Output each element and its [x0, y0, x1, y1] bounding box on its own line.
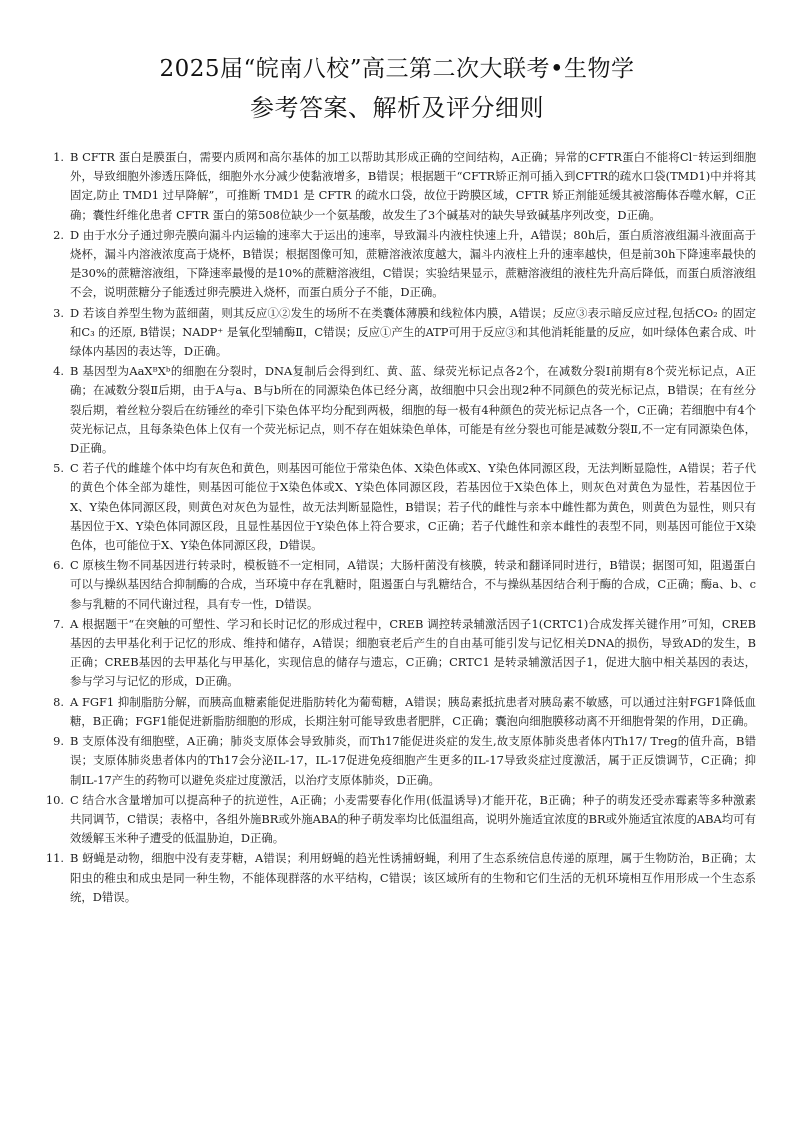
answer-item — [44, 459, 756, 555]
answer-item — [44, 304, 756, 362]
answer-item — [44, 693, 756, 731]
answer-text: D 若该自养型生物为蓝细菌，则其反应①②发生的场所不在类囊体薄膜和线粒体内膜，A错误；反应③表示暗反应过程,包括CO₂ 的固定和C₃ 的还原, B错误；NADP⁺ 是氧化型辅酶Ⅱ，C错误；反应①产生的ATP可用于反应③和其他消耗能量的反应，如叶绿体色素合成、叶绿体内基因的表达等，D正确。 — [70, 305, 756, 359]
answer-text: B CFTR 蛋白是膜蛋白，需要内质网和高尔基体的加工以帮助其形成正确的空间结构，A正确；异常的CFTR蛋白不能将Cl⁻转运到细胞外，导致细胞外渗透压降低，细胞外水分减少使黏液增多，B错误；根据题干“CFTR矫正剂可插入到CFTR的疏水口袋(TMD1)中并将其固定,防止 TMD1 过早降解”，可推断 TMD1 是 CFTR 的疏水口袋，故位于跨膜区域，CFTR 矫正剂能延缓其被溶酶体吞噬水解，C正确；囊性纤维化患者 CFTR 蛋白的第508位缺少一个氨基酸，故发生了3个碱基对的缺失导致碱基序列改变，D正确。 — [70, 150, 756, 222]
answer-text: C 若子代的雌雄个体中均有灰色和黄色，则基因可能位于常染色体、X染色体或X、Y染色体同源区段，无法判断显隐性，A错误；若子代的黄色个体全部为雄性，则基因可能位于X染色体或X、Y染色体同源区段，若基因位于X染色体上，则灰色对黄色为显性，若基因位于X、Y染色体同源区段，则黄色对灰色为显性，故无法判断显隐性，B错误；若子代的雌性与亲本中雌性都为黄色，则黄色为显性，则只有基因位于X、Y染色体同源区段，且显性基因位于Y染色体上符合要求，C正确；若子代雌性和亲本雌性的表型不同，则基因可能位于X染色体，也可能位于X、Y染色体同源区段，D错误。 — [70, 461, 756, 553]
answer-text: B 蚜蝇是动物，细胞中没有麦芽糖，A错误；利用蚜蝇的趋光性诱捕蚜蝇，利用了生态系统信息传递的原理，属于生物防治，B正确；太阳虫的稚虫和成虫是同一种生物，不能体现群落的水平结构，C错误；该区域所有的生物和它们生活的无机环境相互作用形成一个生态系统，D错误。 — [70, 851, 756, 904]
answer-number: 4. — [53, 364, 64, 379]
answer-item — [44, 556, 756, 614]
document-title: 2025届“皖南八校”高三第二次大联考•生物学 — [159, 56, 635, 82]
answer-number: 7. — [53, 616, 64, 631]
answer-item — [44, 148, 756, 225]
answer-number: 6. — [53, 558, 64, 573]
answer-text: A FGF1 抑制脂肪分解，而胰高血糖素能促进脂肪转化为葡萄糖，A错误；胰岛素抵抗患者对胰岛素不敏感，可以通过注射FGF1降低血糖，B正确；FGF1能促进新脂肪细胞的形成，长期注射可能导致患者肥胖，C正确；囊泡向细胞膜移动离不开细胞骨架的作用，D正确。 — [70, 694, 756, 728]
answer-number: 8. — [53, 694, 64, 709]
answer-text: C 原核生物不同基因进行转录时，模板链不一定相同，A错误；大肠杆菌没有核膜，转录和翻译同时进行，B错误；据图可知，阻遏蛋白可以与操纵基因结合抑制酶的合成，当环境中存在乳糖时，阻遏蛋白与乳糖结合，不与操纵基因结合利于酶的合成，C正确；酶a、b、c参与乳糖的不同代谢过程，具有专一性，D错误。 — [70, 558, 756, 611]
answer-item — [44, 732, 756, 790]
answer-number: 11. — [45, 851, 64, 866]
answer-item — [44, 362, 756, 458]
answer-item — [44, 791, 756, 849]
answer-text: B 支原体没有细胞壁，A正确；肺炎支原体会导致肺炎，而Th17能促进炎症的发生,故支原体肺炎患者体内Th17/ Treg的值升高，B错误；支原体肺炎患者体内的Th17会分泌IL-17，IL-17促进免疫细胞产生更多的IL-17导致炎症过度激活，属于正反馈调节，C正确；抑制IL-17产生的药物可以避免炎症过度激活，以治疗支原体肺炎，D正确。 — [70, 734, 756, 787]
answer-number: 5. — [53, 461, 64, 476]
answer-text: B 基因型为AaXᴮXᵇ的细胞在分裂时，DNA复制后会得到红、黄、蓝、绿荧光标记点各2个，在减数分裂Ⅰ前期有8个荧光标记点，A正确；在减数分裂Ⅱ后期，由于A与a、B与b所在的同源染色体已经分离，故细胞中只会出现2种不同颜色的荧光标记点，B错误；在有丝分裂后期，着丝粒分裂后在纺锤丝的牵引下染色体平均分配到两极，细胞的每一极有4种颜色的荧光标记点各一个，C正确；若细胞中有4个荧光标记点，且每条染色体上仅有一个荧光标记点，则不存在姐妹染色单体，可能是有丝分裂也可能是减数分裂Ⅱ,不一定有同源染色体，D正确。 — [70, 364, 756, 456]
answer-number: 1. — [53, 150, 64, 164]
answer-number: 10. — [45, 792, 64, 807]
answer-number: 3. — [53, 305, 64, 320]
answer-text: C 结合水含量增加可以提高种子的抗逆性，A正确；小麦需要春化作用(低温诱导)才能开花，B正确；种子的萌发还受赤霉素等多种激素共同调节，C错误；表格中，各组外施BR或外施ABA的种子萌发率均比低温组高，说明外施适宜浓度的BR或外施适宜浓度的ABA均可有效缓解玉米种子遭受的低温胁迫，D正确。 — [70, 792, 756, 846]
answer-item — [44, 615, 756, 692]
answer-list — [44, 148, 756, 908]
answer-item — [44, 226, 756, 303]
document-subtitle: 参考答案、解析及评分细则 — [250, 94, 544, 122]
answer-number: 2. — [53, 227, 64, 242]
answer-text: D 由于水分子通过卵壳膜向漏斗内运输的速率大于运出的速率，导致漏斗内液柱快速上升，A错误；80h后，蛋白质溶液组漏斗液面高于烧杯，漏斗内溶液浓度高于烧杯，B错误；根据图像可知，蔗糖溶液浓度越大，漏斗内液柱上升的速率越快，但是前30h下降速率最快的是30%的蔗糖溶液组，下降速率最慢的是10%的蔗糖溶液组，C错误；实验结果显示，蔗糖溶液组的液柱先升高后降低，而蛋白质溶液组不会，说明蔗糖分子能透过卵壳膜进入烧杯，而蛋白质分子不能，D正确。 — [70, 227, 756, 300]
answer-text: A 根据题干“在突触的可塑性、学习和长时记忆的形成过程中，CREB 调控转录辅激活因子1(CRTC1)合成发挥关键作用”可知，CREB基因的去甲基化利于记忆的形成、维持和储存，A错误；细胞衰老后产生的自由基可能引发与记忆相关DNA的损伤，导致AD的发生，B正确；CREB基因的去甲基化与甲基化，实现信息的储存与遗忘，C正确；CRTC1 是转录辅激活因子1，促进大脑中相关基因的表达，参与学习与记忆的形成，D正确。 — [70, 616, 756, 689]
answer-number: 9. — [53, 734, 64, 749]
answer-item — [44, 849, 756, 907]
